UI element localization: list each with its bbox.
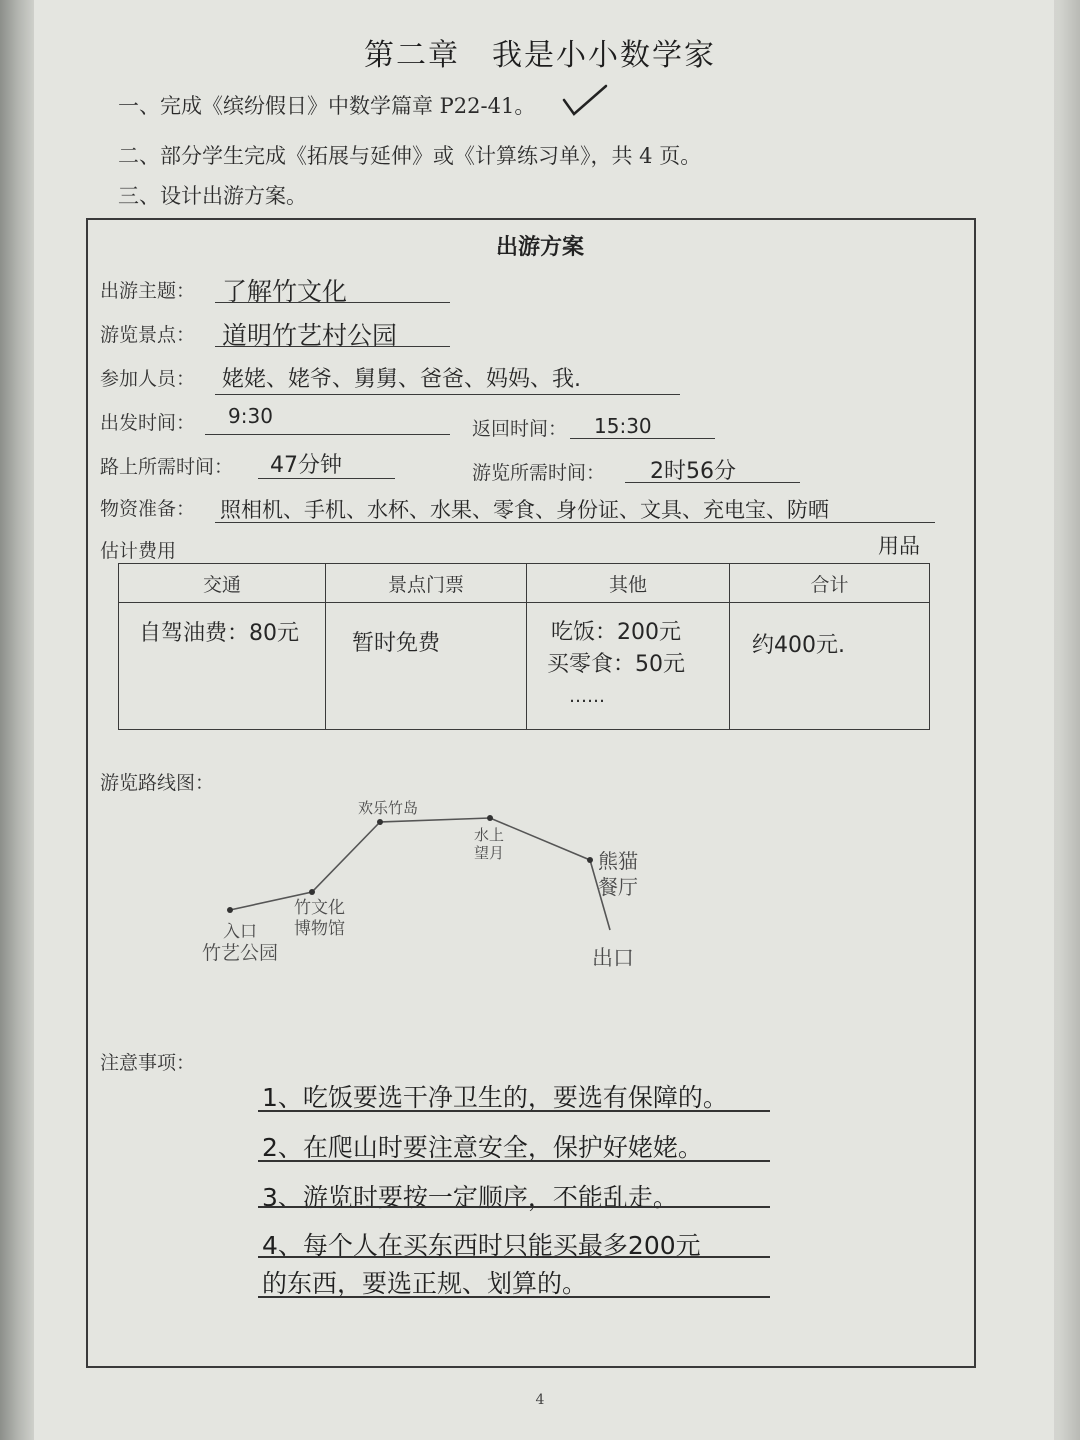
cost-transport-value: 自驾油费：80元	[139, 621, 299, 646]
supplies-value: 照相机、手机、水杯、水果、零食、身份证、文具、充电宝、防晒	[220, 498, 829, 522]
cost-cell-other	[527, 603, 730, 730]
supplies-label: 物资准备：	[100, 498, 196, 520]
task-1: 一、完成《缤纷假日》中数学篇章 P22-41。	[118, 94, 536, 118]
visit-time-underline	[625, 482, 800, 483]
depart-label: 出发时间：	[100, 412, 196, 434]
route-museum-line-2: 博物馆	[294, 919, 345, 939]
note-4: 4、每个人在买东西时只能买最多200元	[262, 1231, 701, 1260]
route-node-museum	[309, 889, 315, 895]
route-exit-label: 出口	[592, 946, 634, 970]
route-restaurant-line-2: 餐厅	[598, 875, 638, 899]
checkmark-icon	[560, 82, 610, 118]
note-4-underline	[258, 1256, 770, 1258]
theme-value: 了解竹文化	[222, 277, 348, 306]
return-label: 返回时间：	[472, 418, 568, 440]
route-museum-label	[294, 898, 345, 940]
spot-underline	[215, 346, 450, 347]
note-1-underline	[258, 1110, 770, 1112]
cost-ticket-value: 暂时免费	[352, 631, 441, 656]
note-5: 的东西，要选正规、划算的。	[262, 1269, 588, 1298]
chapter-title: 第二章 我是小小数学家	[364, 38, 716, 73]
route-island-label: 欢乐竹岛	[358, 799, 419, 817]
route-entrance-label	[202, 922, 278, 964]
depart-value: 9:30	[228, 404, 273, 428]
note-1: 1、吃饭要选干净卫生的，要选有保障的。	[262, 1083, 728, 1112]
notes-label: 注意事项：	[100, 1052, 196, 1074]
cost-cell-ticket	[326, 603, 527, 730]
note-5-underline	[258, 1296, 770, 1298]
page-number: 4	[535, 1392, 545, 1408]
route-entrance-line-1: 入口	[223, 922, 257, 942]
route-node-entrance	[227, 907, 233, 913]
route-node-restaurant	[587, 857, 593, 863]
visit-time-value: 2时56分	[650, 459, 736, 484]
route-museum-line-1: 竹文化	[294, 898, 345, 918]
people-underline	[215, 394, 680, 395]
spot-value: 道明竹艺村公园	[222, 321, 398, 350]
cost-header-total: 合计	[730, 564, 930, 603]
task-2: 二、部分学生完成《拓展与延伸》或《计算练习单》，共 4 页。	[118, 144, 702, 168]
road-time-underline	[258, 478, 395, 479]
route-restaurant-line-1: 熊猫	[598, 849, 638, 873]
route-moon-label	[474, 826, 504, 862]
cost-other-line-2: 买零食：50元	[547, 652, 685, 677]
note-3: 3、游览时要按一定顺序，不能乱走。	[262, 1183, 678, 1212]
cost-other-line-1: 吃饭：200元	[551, 620, 681, 645]
route-label: 游览路线图：	[100, 772, 215, 794]
cost-table	[118, 563, 930, 730]
supplies-underline	[215, 522, 935, 523]
theme-label: 出游主题：	[100, 280, 196, 302]
cost-cell-total	[730, 603, 930, 730]
cost-header-other: 其他	[527, 564, 730, 603]
cost-header-transport: 交通	[119, 564, 326, 603]
task-3: 三、设计出游方案。	[118, 184, 307, 208]
route-restaurant-label	[598, 848, 638, 900]
depart-underline	[205, 434, 450, 435]
road-time-value: 47分钟	[270, 453, 342, 478]
cost-label: 估计费用	[100, 540, 177, 562]
people-label: 参加人员：	[100, 368, 196, 390]
note-3-underline	[258, 1206, 770, 1208]
cost-other-line-3: ……	[569, 686, 605, 707]
route-node-moon	[487, 815, 493, 821]
route-node-island	[377, 819, 383, 825]
spot-label: 游览景点：	[100, 324, 196, 346]
supplies-value-2: 用品	[878, 534, 920, 558]
return-value: 15:30	[594, 414, 652, 438]
return-underline	[570, 438, 715, 439]
cost-header-ticket: 景点门票	[326, 564, 527, 603]
cost-cell-transport	[119, 603, 326, 730]
plan-title: 出游方案	[495, 234, 584, 260]
route-entrance-line-2: 竹艺公园	[202, 942, 279, 964]
visit-time-label: 游览所需时间：	[472, 462, 606, 484]
people-value: 姥姥、姥爷、舅舅、爸爸、妈妈、我.	[222, 367, 581, 392]
cost-total-value: 约400元.	[752, 633, 845, 658]
note-2-underline	[258, 1160, 770, 1162]
route-moon-line-2: 望月	[474, 844, 505, 862]
note-2: 2、在爬山时要注意安全，保护好姥姥。	[262, 1133, 703, 1162]
route-moon-line-1: 水上	[474, 826, 505, 844]
road-time-label: 路上所需时间：	[100, 456, 234, 478]
theme-underline	[215, 302, 450, 303]
